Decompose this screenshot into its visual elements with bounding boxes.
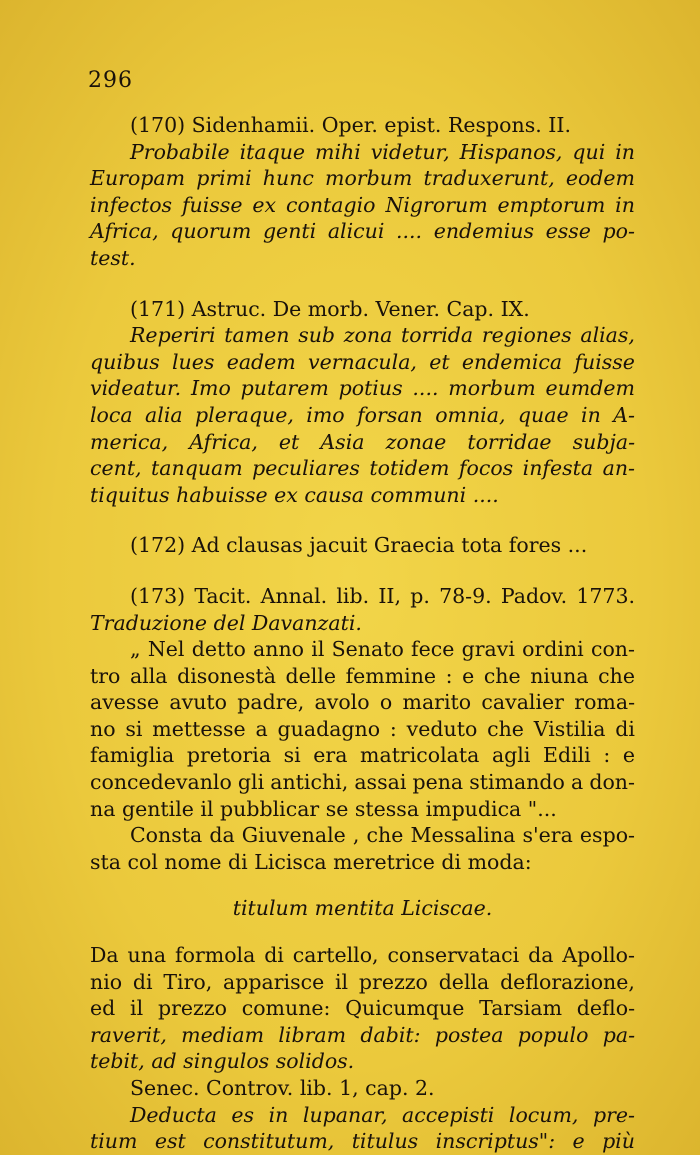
text-line: Probabile itaque mihi videtur, Hispanos, qui in [130, 139, 635, 164]
text-line: tium est constitutum, titulus inscriptus": e più [90, 1129, 635, 1154]
text-line: famiglia pretoria si era matricolata agli Edili : e [90, 743, 635, 768]
text-line: concedevanlo gli antichi, assai pena stimando a don- [90, 770, 635, 795]
text-line: Reperiri tamen sub zona torrida regiones alias, [130, 323, 635, 348]
text-line: sta col nome di Licisca meretrice di moda: [90, 849, 532, 874]
text-line: Europam primi hunc morbum traduxerunt, eodem [90, 166, 635, 191]
page-body [90, 112, 635, 1155]
text-line: Africa, quorum genti alicui .... endemius esse po- [90, 219, 635, 244]
text-line: tiquitus habuisse ex causa communi .... [90, 482, 499, 507]
note-apollonio [90, 942, 635, 1155]
text-line: raverit, mediam libram dabit: postea populo pa- [90, 1022, 635, 1047]
text-line: quibus lues eadem vernacula, et endemica fuisse [90, 349, 635, 374]
page-number: 296 [88, 68, 133, 93]
text-line: titulum mentita Liciscae. [232, 896, 493, 921]
text-line: avesse avuto padre, avolo o marito cavalier roma- [90, 690, 635, 715]
text-line: „ Nel detto anno il Senato fece gravi ordini con- [130, 637, 635, 662]
note-170 [90, 112, 635, 272]
text-line: nio di Tiro, apparisce il prezzo della deflorazione, [90, 969, 635, 994]
text-line: Deducta es in lupanar, accepisti locum, pre- [130, 1102, 635, 1127]
text-line: videatur. Imo putarem potius .... morbum eumdem [90, 376, 635, 401]
text-line: cent, tanquam peculiares totidem focos infesta an- [90, 456, 635, 481]
text-line: test. [90, 245, 136, 270]
text-line: tebit, ad singulos solidos. [90, 1049, 355, 1074]
text-line: (171) Astruc. De morb. Vener. Cap. IX. [130, 296, 530, 321]
note-quote [90, 895, 635, 922]
text-line: Da una formola di cartello, conservataci da Apollo- [90, 943, 635, 968]
text-line: (170) Sidenhamii. Oper. epist. Respons. II. [130, 113, 571, 137]
text-line: ed il prezzo comune: Quicumque Tarsiam deflo- [90, 996, 635, 1021]
note-173 [90, 583, 635, 876]
text-line: Traduzione del Davanzati. [90, 610, 362, 635]
text-line: na gentile il pubblicar se stessa impudica "... [90, 796, 557, 821]
text-line: loca alia pleraque, imo forsan omnia, quae in A- [90, 402, 635, 427]
note-171 [90, 296, 635, 509]
text-line: infectos fuisse ex contagio Nigrorum emptorum in [90, 192, 635, 217]
text-line: (173) Tacit. Annal. lib. II, p. 78-9. Padov. 1773. [130, 583, 635, 608]
text-line: Senec. Controv. lib. 1, cap. 2. [130, 1076, 435, 1100]
text-line: no si mettesse a guadagno : veduto che Vistilia di [90, 716, 635, 741]
note-172 [90, 532, 635, 559]
text-line: Consta da Giuvenale , che Messalina s'era espo- [130, 823, 635, 848]
text-line: tro alla disonestà delle femmine : e che niuna che [90, 663, 635, 688]
text-line: merica, Africa, et Asia zonae torridae subja- [90, 429, 635, 454]
text-line: (172) Ad clausas jacuit Graecia tota fores ... [130, 533, 588, 558]
